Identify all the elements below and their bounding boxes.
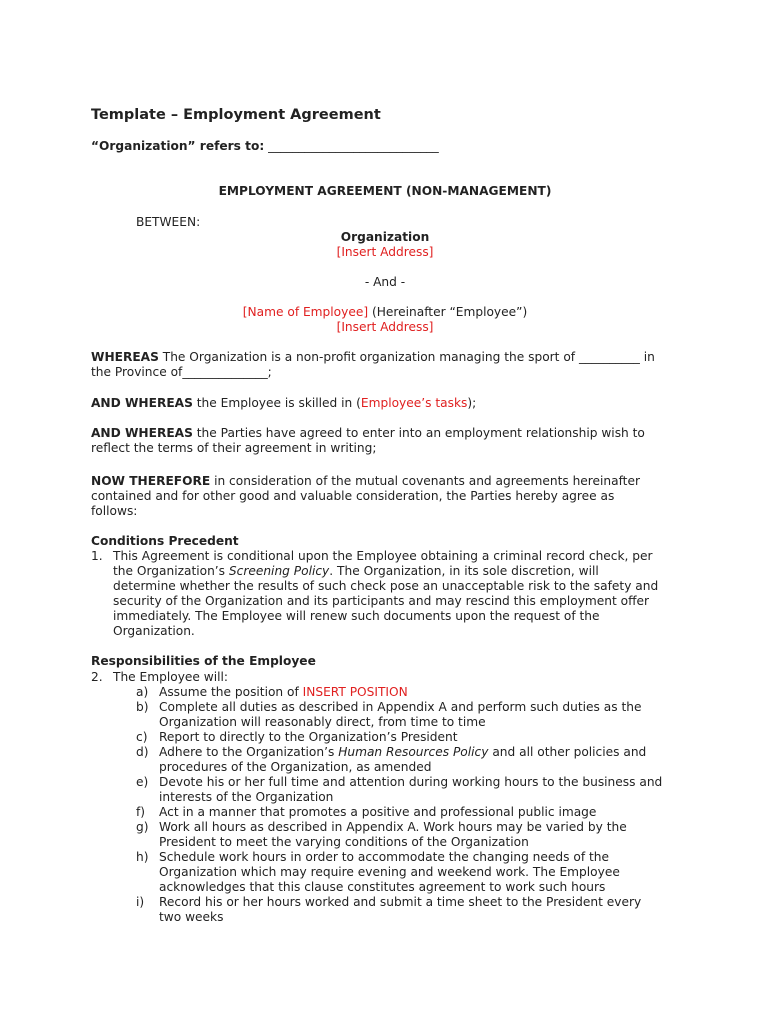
clause-number-2: 2.	[91, 670, 103, 684]
item-d-start: Adhere to the Organization’s	[159, 745, 339, 759]
position-placeholder: INSERT POSITION	[302, 685, 408, 699]
item-label-e: e)	[136, 775, 149, 789]
organization-reference-line	[91, 139, 439, 154]
conditions-line-1: This Agreement is conditional upon the Employee obtaining a criminal record check, per	[113, 549, 653, 563]
item-d-line-1	[159, 745, 646, 760]
item-label-g: g)	[136, 820, 149, 834]
between-label: BETWEEN:	[136, 215, 201, 229]
whereas-clause-1	[91, 350, 655, 365]
whereas-3-line-2: reflect the terms of their agreement in writing;	[91, 441, 377, 455]
organization-name: Organization	[340, 230, 430, 244]
conditions-line-3: determine whether the results of such check pose an unacceptable risk to the safety and	[113, 579, 659, 593]
screening-policy-reference: Screening Policy	[228, 564, 330, 578]
employee-line	[0, 305, 770, 320]
employee-tasks-placeholder: Employee’s tasks	[360, 396, 468, 410]
hereinafter-text: (Hereinafter “Employee”)	[368, 305, 528, 319]
whereas-1-line-2: the Province of______________;	[91, 365, 272, 379]
item-g-line-2: President to meet the varying conditions of the Organization	[159, 835, 529, 849]
now-therefore-clause	[91, 474, 640, 489]
whereas-clause-3	[91, 426, 645, 441]
organization-address-placeholder: [Insert Address]	[336, 245, 434, 259]
clause-number-1: 1.	[91, 549, 103, 563]
whereas-3-text: the Parties have agreed to enter into an employment relationship wish to	[192, 426, 645, 440]
whereas-1-text: The Organization is a non-profit organization managing the sport of __________ in	[158, 350, 655, 364]
item-a	[159, 685, 408, 700]
whereas-clause-2	[91, 396, 476, 411]
now-therefore-line-2: contained and for other good and valuable consideration, the Parties hereby agree as	[91, 489, 615, 503]
item-label-d: d)	[136, 745, 149, 759]
item-i-line-2: two weeks	[159, 910, 224, 924]
responsibilities-heading: Responsibilities of the Employee	[91, 654, 316, 668]
organization-reference-label: “Organization” refers to:	[91, 139, 265, 153]
conditions-line-2-start: the Organization’s	[113, 564, 229, 578]
item-h-line-3: acknowledges that this clause constitutes agreement to work such hours	[159, 880, 606, 894]
item-i-line-1: Record his or her hours worked and submit a time sheet to the President every	[159, 895, 642, 909]
item-d-line-2: procedures of the Organization, as amended	[159, 760, 432, 774]
item-e-line-1: Devote his or her full time and attention during working hours to the business and	[159, 775, 663, 789]
item-d-end: and all other policies and	[488, 745, 647, 759]
now-therefore-line-3: follows:	[91, 504, 138, 518]
hr-policy-reference: Human Resources Policy	[338, 745, 489, 759]
item-label-f: f)	[136, 805, 146, 819]
item-e-line-2: interests of the Organization	[159, 790, 334, 804]
conditions-line-6: Organization.	[113, 624, 195, 638]
conditions-line-5: immediately. The Employee will renew such documents upon the request of the	[113, 609, 600, 623]
item-b-line-2: Organization will reasonably direct, from time to time	[159, 715, 486, 729]
organization-reference-blank: ____________________________	[268, 139, 439, 153]
item-label-h: h)	[136, 850, 149, 864]
and-whereas-keyword: AND WHEREAS	[91, 426, 193, 440]
and-separator: - And -	[364, 275, 406, 289]
employee-address-placeholder: [Insert Address]	[336, 320, 434, 334]
and-whereas-keyword: AND WHEREAS	[91, 396, 193, 410]
whereas-2-text: the Employee is skilled in (	[192, 396, 361, 410]
whereas-2-end: );	[467, 396, 477, 410]
item-label-b: b)	[136, 700, 149, 714]
now-therefore-keyword: NOW THEREFORE	[91, 474, 211, 488]
item-g-line-1: Work all hours as described in Appendix A. Work hours may be varied by the	[159, 820, 627, 834]
now-therefore-text: in consideration of the mutual covenants and agreements hereinafter	[210, 474, 640, 488]
whereas-keyword: WHEREAS	[91, 350, 159, 364]
item-h-line-1: Schedule work hours in order to accommodate the changing needs of the	[159, 850, 609, 864]
conditions-line-2	[113, 564, 599, 579]
agreement-heading: EMPLOYMENT AGREEMENT (NON-MANAGEMENT)	[218, 184, 552, 198]
item-b-line-1: Complete all duties as described in Appendix A and perform such duties as the	[159, 700, 642, 714]
item-c: Report to directly to the Organization’s President	[159, 730, 458, 744]
item-a-text: Assume the position of	[159, 685, 303, 699]
item-label-i: i)	[136, 895, 145, 909]
responsibilities-intro: The Employee will:	[113, 670, 229, 684]
conditions-line-2-end: . The Organization, in its sole discretion, will	[329, 564, 599, 578]
item-label-a: a)	[136, 685, 149, 699]
item-h-line-2: Organization which may require evening and weekend work. The Employee	[159, 865, 620, 879]
item-label-c: c)	[136, 730, 148, 744]
employee-name-placeholder: [Name of Employee]	[242, 305, 369, 319]
conditions-line-4: security of the Organization and its participants and may rescind this employment offer	[113, 594, 650, 608]
conditions-heading: Conditions Precedent	[91, 534, 239, 548]
item-f: Act in a manner that promotes a positive and professional public image	[159, 805, 597, 819]
document-title: Template – Employment Agreement	[91, 107, 381, 123]
